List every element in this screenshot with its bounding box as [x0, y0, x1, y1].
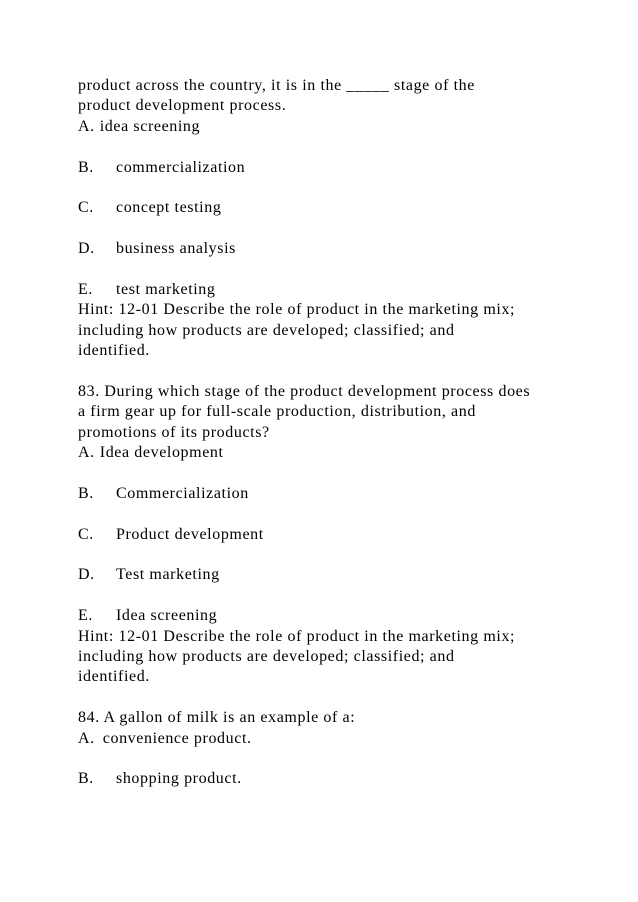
option-letter: A.: [78, 729, 95, 747]
option-letter: D.: [78, 566, 95, 584]
spacer: [78, 749, 618, 769]
option-letter: A.: [78, 444, 95, 462]
option-a: [78, 443, 618, 463]
question-stem-line: promotions of its products?: [78, 423, 270, 441]
option-letter: A.: [78, 117, 95, 135]
option-b: [78, 769, 618, 789]
option-c: [78, 525, 618, 545]
option-text: Test marketing: [116, 566, 220, 584]
option-text: Product development: [116, 525, 264, 543]
question-82: [78, 76, 618, 361]
option-text: convenience product.: [102, 729, 252, 747]
option-letter: B.: [78, 484, 94, 502]
option-text: business analysis: [116, 240, 236, 258]
option-letter: C.: [78, 525, 94, 543]
option-text: commercialization: [116, 158, 246, 176]
spacer: [78, 178, 618, 198]
option-text: Idea screening: [116, 607, 218, 625]
option-c: [78, 198, 618, 218]
option-b: [78, 158, 618, 178]
option-text: test marketing: [116, 280, 216, 298]
option-letter: E.: [78, 280, 93, 298]
hint-line: Hint: 12-01 Describe the role of product in the marketing mix;: [78, 301, 516, 319]
spacer: [78, 260, 618, 280]
option-text: Idea development: [99, 444, 224, 462]
option-letter: D.: [78, 240, 95, 258]
hint-line: including how products are developed; classified; and: [78, 647, 455, 665]
question-stem-line: 84. A gallon of milk is an example of a:: [78, 709, 356, 727]
option-letter: E.: [78, 607, 93, 625]
spacer: [78, 463, 618, 483]
option-text: idea screening: [99, 117, 201, 135]
spacer: [78, 504, 618, 524]
option-letter: B.: [78, 770, 94, 788]
question-stem-line: 83. During which stage of the product development process does: [78, 382, 531, 400]
option-d: [78, 565, 618, 585]
hint-line: identified.: [78, 342, 150, 360]
option-a: [78, 729, 618, 749]
spacer: [78, 137, 618, 157]
spacer: [78, 545, 618, 565]
spacer: [78, 688, 618, 708]
option-d: [78, 239, 618, 259]
hint-line: including how products are developed; classified; and: [78, 321, 455, 339]
question-stem-line: product development process.: [78, 97, 287, 115]
option-b: [78, 484, 618, 504]
question-84: [78, 708, 618, 790]
option-text: Commercialization: [116, 484, 249, 502]
option-text: shopping product.: [116, 770, 242, 788]
option-text: concept testing: [116, 199, 222, 217]
spacer: [78, 361, 618, 381]
option-e: [78, 280, 618, 300]
spacer: [78, 219, 618, 239]
spacer: [78, 586, 618, 606]
option-letter: C.: [78, 199, 94, 217]
option-letter: B.: [78, 158, 94, 176]
question-stem-line: a firm gear up for full-scale production, distribution, and: [78, 403, 476, 421]
question-83: [78, 382, 618, 688]
option-a: [78, 117, 618, 137]
document-page: [78, 76, 618, 790]
option-e: [78, 606, 618, 626]
hint-line: identified.: [78, 668, 150, 686]
hint-line: Hint: 12-01 Describe the role of product in the marketing mix;: [78, 627, 516, 645]
question-stem-line: product across the country, it is in the _____ stage of the: [78, 77, 475, 94]
